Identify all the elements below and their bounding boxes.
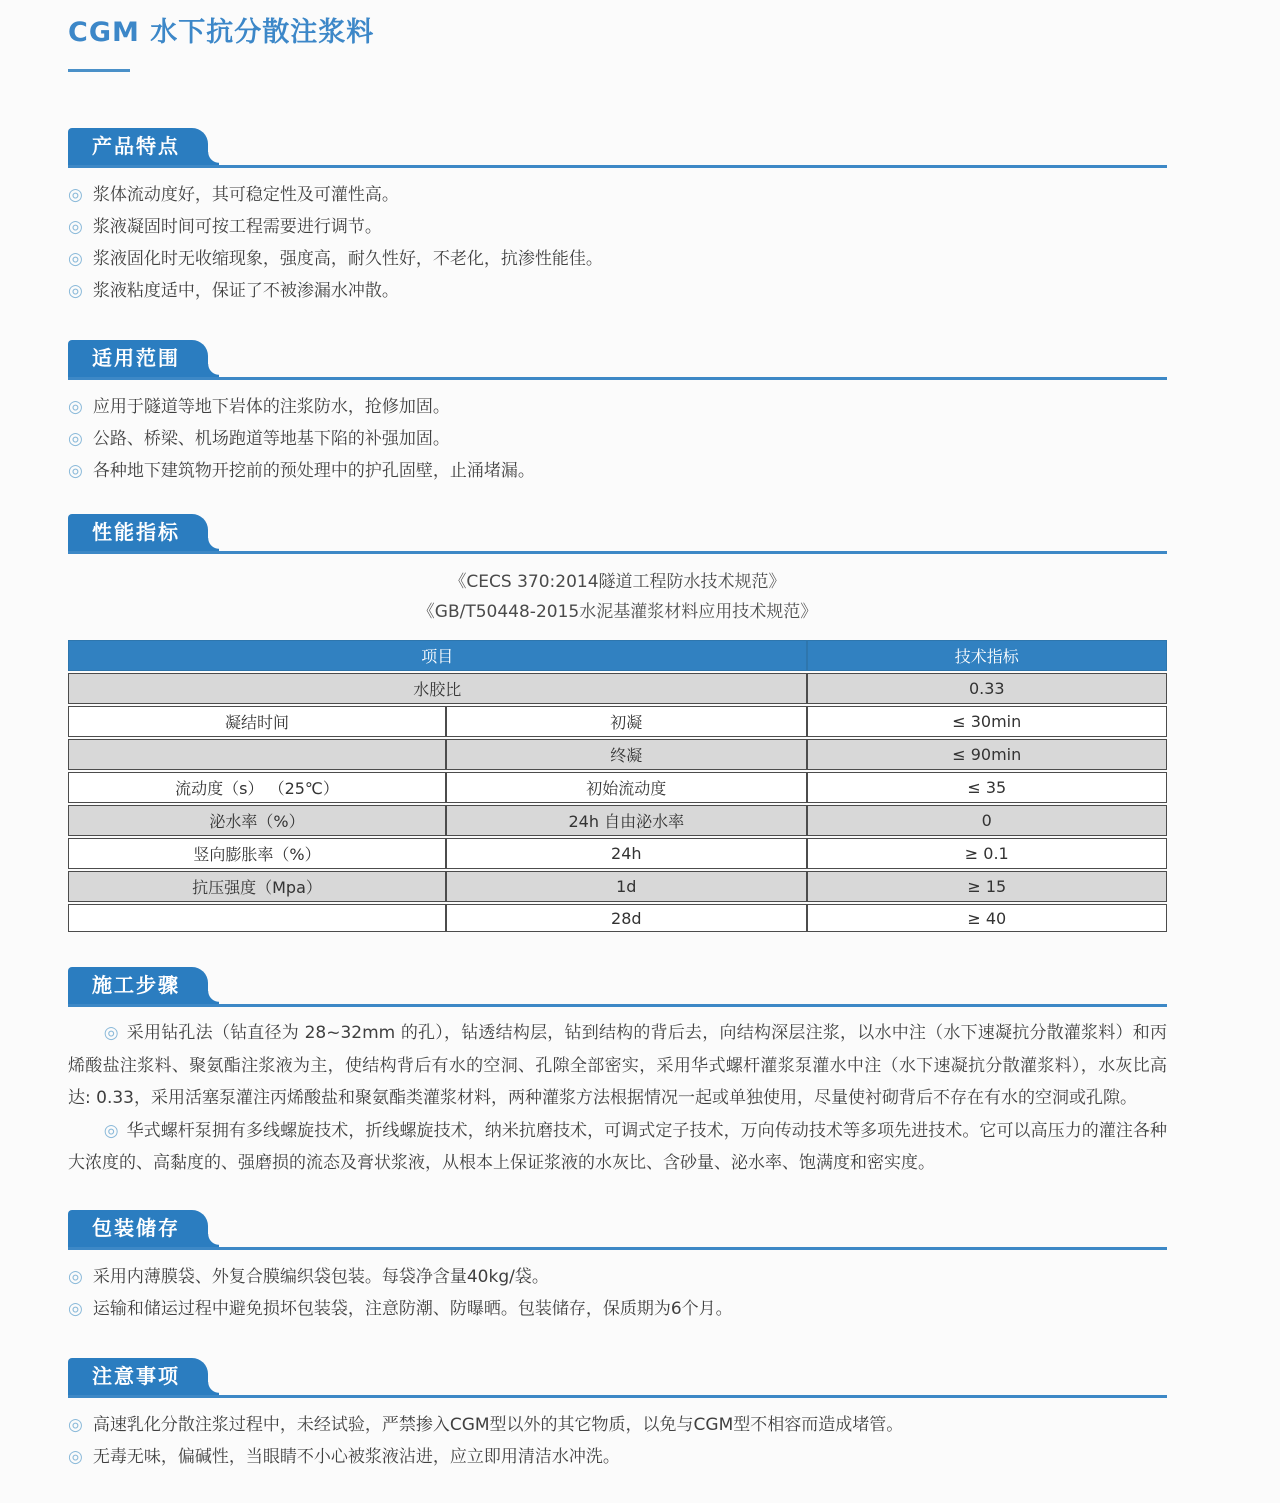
list-item-text: 浆液凝固时间可按工程需要进行调节。 [92,217,382,237]
standard-reference: 《GB/T50448-2015水泥基灌浆材料应用技术规范》 [417,602,818,622]
section-tab-label: 施工步骤 [68,967,208,1004]
double-circle-bullet-icon: ◎ [68,397,83,417]
table-header-row [68,640,1167,671]
list-item-text: 采用内薄膜袋、外复合膜编织袋包装。每袋净含量40kg/袋。 [92,1266,549,1287]
table-row [68,871,1167,902]
table-cell [68,904,446,932]
paragraph-text: 采用钻孔法（钻直径为 28~32mm 的孔），钻透结构层，钻到结构的背后去，向结构深层注浆，以水中注（水下速凝抗分散灌浆料）和丙烯酸盐注浆料、聚氨酯注浆液为主，使结构背后有水的空洞、孔隙全部密实，采用华式螺杆灌浆泵灌水中注（水下速凝抗分散灌浆料），水灰比高达: 0.33，采用活塞泵灌注丙烯酸盐和聚氨酯类灌浆材料，两种灌浆方法根据情况一起或单独使用，尽量使衬砌背后不存在有水的空洞或孔隙。 [68,1023,1167,1108]
section-tab-label: 适用范围 [68,340,208,377]
table-cell [68,739,446,770]
section-precautions [68,1358,1167,1473]
table-cell: ≤ 90min [807,739,1167,770]
table-row [68,673,1167,704]
list-item-text: 应用于隧道等地下岩体的注浆防水，抢修加固。 [92,397,450,417]
standards-references [68,567,1167,627]
list-item [68,423,1167,455]
list-item-text: 高速乳化分散注浆过程中，未经试验，严禁掺入CGM型以外的其它物质，以免与CGM型不相容而造成堵管。 [92,1414,904,1435]
packaging-list [68,1261,1167,1325]
table-row [68,739,1167,770]
table-cell: ≥ 40 [807,904,1167,932]
section-application-scope [68,340,1167,487]
table-row [68,904,1167,932]
table-cell: 凝结时间 [68,706,446,737]
table-cell: 竖向膨胀率（%） [68,838,446,869]
page-title: CGM 水下抗分散注浆料 [68,17,375,48]
list-item [68,275,1167,307]
table-cell: 24h 自由泌水率 [446,805,806,836]
list-item [68,391,1167,423]
list-item [68,211,1167,243]
section-packaging-storage [68,1210,1167,1325]
table-cell: 初始流动度 [446,772,806,803]
double-circle-bullet-icon: ◎ [68,1298,83,1319]
table-cell: 水胶比 [68,673,807,704]
list-item [68,179,1167,211]
title-underline-dash [68,69,130,72]
table-cell: 初凝 [446,706,806,737]
section-tab-label: 产品特点 [68,128,208,165]
table-row [68,772,1167,803]
table-cell: 24h [446,838,806,869]
list-item [68,1261,1167,1293]
double-circle-bullet-icon: ◎ [103,1023,119,1043]
construction-paragraphs [68,1017,1167,1180]
list-item-text: 运输和储运过程中避免损坏包装袋，注意防潮、防曝晒。包装储存，保质期为6个月。 [92,1298,733,1319]
precaution-list [68,1409,1167,1473]
paragraph [68,1115,1167,1180]
section-performance-indicators [68,514,1167,934]
table-cell: 28d [446,904,806,932]
paragraph-text: 华式螺杆泵拥有多线螺旋技术，折线螺旋技术，纳米抗磨技术，可调式定子技术，万向传动技术等多项先进技术。它可以高压力的灌注各种大浓度的、高黏度的、强磨损的流态及膏状浆液，从根本上保证浆液的水灰比、含砂量、泌水率、饱满度和密实度。 [68,1120,1167,1173]
section-header [68,514,1167,554]
table-cell: 0.33 [807,673,1167,704]
section-header [68,1210,1167,1250]
table-cell: ≥ 0.1 [807,838,1167,869]
section-tab-label: 包装储存 [68,1210,208,1247]
list-item-text: 无毒无味，偏碱性，当眼睛不小心被浆液沾进，应立即用清洁水冲洗。 [92,1446,620,1467]
table-cell: 1d [446,871,806,902]
table-cell: 泌水率（%） [68,805,446,836]
table-cell: ≥ 15 [807,871,1167,902]
scope-list [68,391,1167,487]
table-cell: 0 [807,805,1167,836]
double-circle-bullet-icon: ◎ [68,281,83,301]
section-tab-label: 注意事项 [68,1358,208,1395]
double-circle-bullet-icon: ◎ [68,461,83,481]
table-header-cell: 技术指标 [807,640,1167,671]
list-item-text: 浆液固化时无收缩现象，强度高，耐久性好，不老化，抗渗性能佳。 [92,249,603,269]
table-row [68,838,1167,869]
table-header-cell: 项目 [68,640,807,671]
table-row [68,805,1167,836]
table-cell: ≤ 30min [807,706,1167,737]
double-circle-bullet-icon: ◎ [68,429,83,449]
double-circle-bullet-icon: ◎ [103,1120,119,1141]
double-circle-bullet-icon: ◎ [68,1414,83,1435]
section-header [68,1358,1167,1398]
table-cell: 抗压强度（Mpa） [68,871,446,902]
table-cell: 终凝 [446,739,806,770]
section-header [68,340,1167,380]
double-circle-bullet-icon: ◎ [68,1266,83,1287]
list-item-text: 各种地下建筑物开挖前的预处理中的护孔固壁，止涌堵漏。 [92,461,535,481]
paragraph [68,1017,1167,1115]
list-item-text: 公路、桥梁、机场跑道等地基下陷的补强加固。 [92,429,450,449]
list-item [68,455,1167,487]
standard-reference: 《CECS 370:2014隧道工程防水技术规范》 [449,572,786,592]
section-tab-label: 性能指标 [68,514,208,551]
section-header [68,128,1167,168]
double-circle-bullet-icon: ◎ [68,1446,83,1467]
list-item [68,1409,1167,1441]
section-construction-steps [68,967,1167,1180]
double-circle-bullet-icon: ◎ [68,217,83,237]
list-item [68,1293,1167,1325]
section-header [68,967,1167,1007]
list-item [68,1441,1167,1473]
list-item [68,243,1167,275]
double-circle-bullet-icon: ◎ [68,185,83,205]
table-cell: 流动度（s） （25℃） [68,772,446,803]
list-item-text: 浆体流动度好，其可稳定性及可灌性高。 [92,185,399,205]
section-product-features [68,128,1167,307]
double-circle-bullet-icon: ◎ [68,249,83,269]
table-row [68,706,1167,737]
performance-spec-table [68,638,1167,934]
list-item-text: 浆液粘度适中，保证了不被渗漏水冲散。 [92,281,399,301]
table-cell: ≤ 35 [807,772,1167,803]
feature-list [68,179,1167,307]
